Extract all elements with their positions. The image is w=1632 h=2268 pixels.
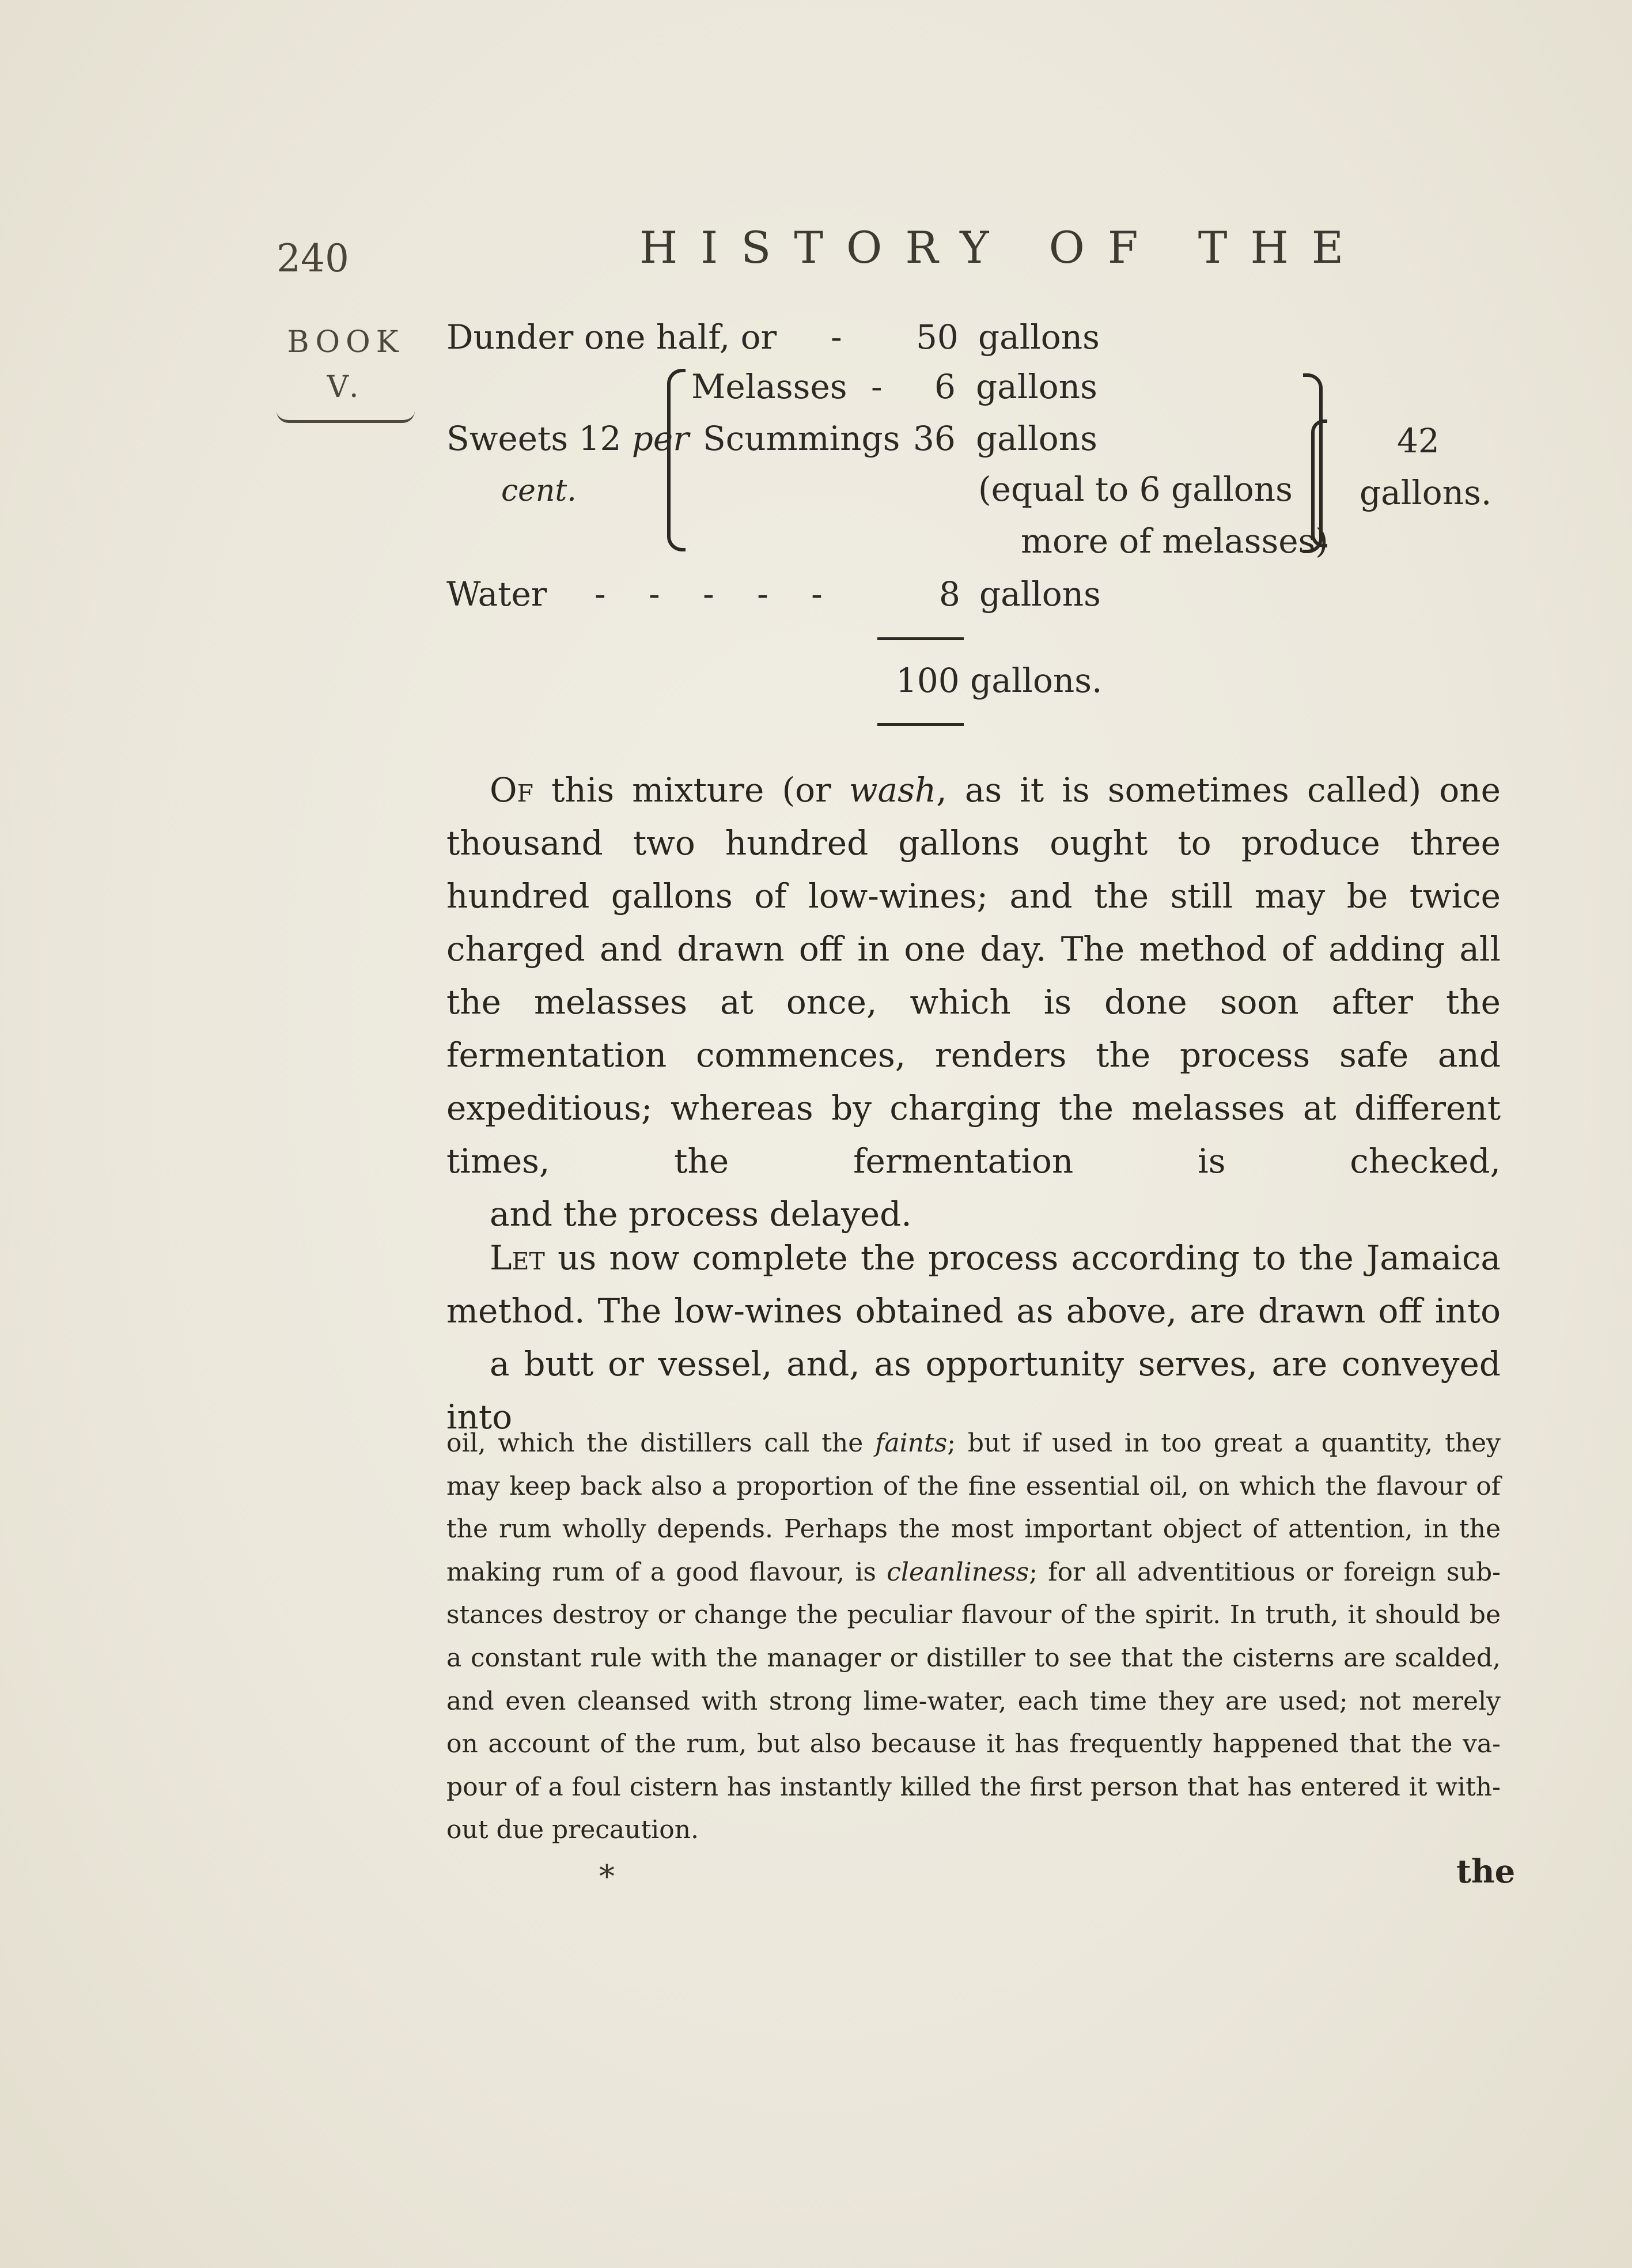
paragraph-1-text-a: this mixture (or bbox=[533, 770, 849, 810]
footnote-line-4b: ; for all adventitious or foreign sub- bbox=[1029, 1557, 1501, 1587]
paragraph-1 bbox=[446, 763, 1501, 1241]
water-label: Water bbox=[446, 574, 547, 614]
paragraph-2-text-a: us now complete the process according to the Jamaica method. The low-wines obtained as above, are drawn off into bbox=[446, 1238, 1501, 1330]
equal-note-line-1: (equal to 6 gallons bbox=[978, 470, 1293, 509]
sweets-label bbox=[446, 419, 689, 458]
water-quantity: 8 bbox=[939, 574, 960, 614]
page-number: 240 bbox=[277, 236, 349, 281]
grand-total: 100 gallons. bbox=[896, 661, 1103, 700]
total-left-brace-icon bbox=[1311, 419, 1327, 547]
melasses-quantity: 6 bbox=[934, 367, 956, 406]
scummings-quantity: 36 bbox=[913, 419, 956, 458]
dunder-unit: gallons bbox=[978, 317, 1100, 357]
sweets-label-text: Sweets 12 bbox=[446, 419, 622, 458]
footnote-line-8: on account of the rum, but also because it has frequently happened that the va- bbox=[446, 1729, 1501, 1759]
footnote-faints: faints bbox=[875, 1428, 948, 1458]
footnote-line-7: and even cleansed with strong lime-water, each time they are used; not merely bbox=[446, 1686, 1501, 1716]
water-unit: gallons bbox=[979, 574, 1101, 614]
footnote-line bbox=[446, 1422, 1501, 1465]
margin-book: BOOK bbox=[287, 325, 404, 360]
melasses-dash: - bbox=[871, 367, 883, 406]
paragraph-1-last-line: and the process delayed. bbox=[490, 1195, 912, 1234]
recipe-table bbox=[0, 0, 1632, 749]
footnote-line-3: the rum wholly depends. Perhaps the most important object of attention, in the bbox=[446, 1514, 1501, 1544]
sweets-cent: cent. bbox=[501, 474, 577, 508]
footnote-line-5: stances destroy or change the peculiar flavour of the spirit. In truth, it should be bbox=[446, 1600, 1501, 1630]
scummings-unit: gallons bbox=[976, 419, 1097, 458]
footnote bbox=[446, 1422, 1501, 1852]
footnote-line-4a: making rum of a good flavour, is bbox=[446, 1557, 887, 1587]
footnote-line-9: pour of a foul cistern has instantly killed the first person that has entered it with- bbox=[446, 1772, 1501, 1802]
dunder-label: Dunder one half, or bbox=[446, 317, 777, 357]
sum-rule-bottom bbox=[877, 723, 964, 726]
paragraph-2-last-line: a butt or vessel, and, as opportunity serves, are conveyed into bbox=[446, 1344, 1501, 1437]
sweets-left-brace-icon bbox=[667, 369, 686, 551]
footnote-line-10: out due precaution. bbox=[446, 1815, 699, 1845]
footnote-line bbox=[446, 1551, 1501, 1594]
water-dashes: - - - - - bbox=[595, 574, 839, 614]
catchword: the bbox=[1456, 1853, 1516, 1891]
signature-mark: * bbox=[599, 1858, 615, 1895]
paragraph-1-text-b: , as it is sometimes called) one thousand two hundred gallons ought to produce three hundred gallons of low-wines; and the still may be twice charged and drawn off in one day. The method of adding all the melasses at once, which is done soon after the fermentation commences, renders the process safe and expeditious; whereas by charging the melasses at different times, the fermentation is checked, bbox=[446, 770, 1501, 1181]
footnote-line-6: a constant rule with the manager or distiller to see that the cisterns are scalded, bbox=[446, 1643, 1501, 1673]
sweets-per: per bbox=[631, 419, 689, 458]
dunder-quantity: 50 bbox=[916, 317, 959, 357]
paragraph-1-opening: Of bbox=[490, 770, 533, 810]
paragraph-2 bbox=[446, 1231, 1501, 1443]
sum-rule-top bbox=[877, 637, 964, 640]
total-sweets-unit: gallons. bbox=[1360, 473, 1492, 512]
paragraph-2-opening: Let bbox=[490, 1238, 545, 1277]
footnote-line-2: may keep back also a proportion of the fine essential oil, on which the flavour of bbox=[446, 1471, 1501, 1501]
total-sweets-quantity: 42 bbox=[1397, 421, 1440, 460]
running-head: HISTORY OF THE bbox=[639, 222, 1367, 273]
paragraph-1-wash: wash bbox=[849, 770, 937, 810]
equal-note-line-2: more of melasses) bbox=[1021, 521, 1328, 561]
margin-volume: V. bbox=[327, 370, 365, 405]
melasses-unit: gallons bbox=[976, 367, 1097, 406]
footnote-cleanliness: cleanliness bbox=[887, 1557, 1029, 1587]
footnote-line-1b: ; but if used in too great a quantity, they bbox=[947, 1428, 1501, 1458]
scummings-label: Scummings bbox=[703, 419, 900, 458]
footnote-line-1a: oil, which the distillers call the bbox=[446, 1428, 876, 1458]
melasses-label: Melasses bbox=[691, 367, 847, 406]
dunder-dash: - bbox=[831, 317, 842, 357]
